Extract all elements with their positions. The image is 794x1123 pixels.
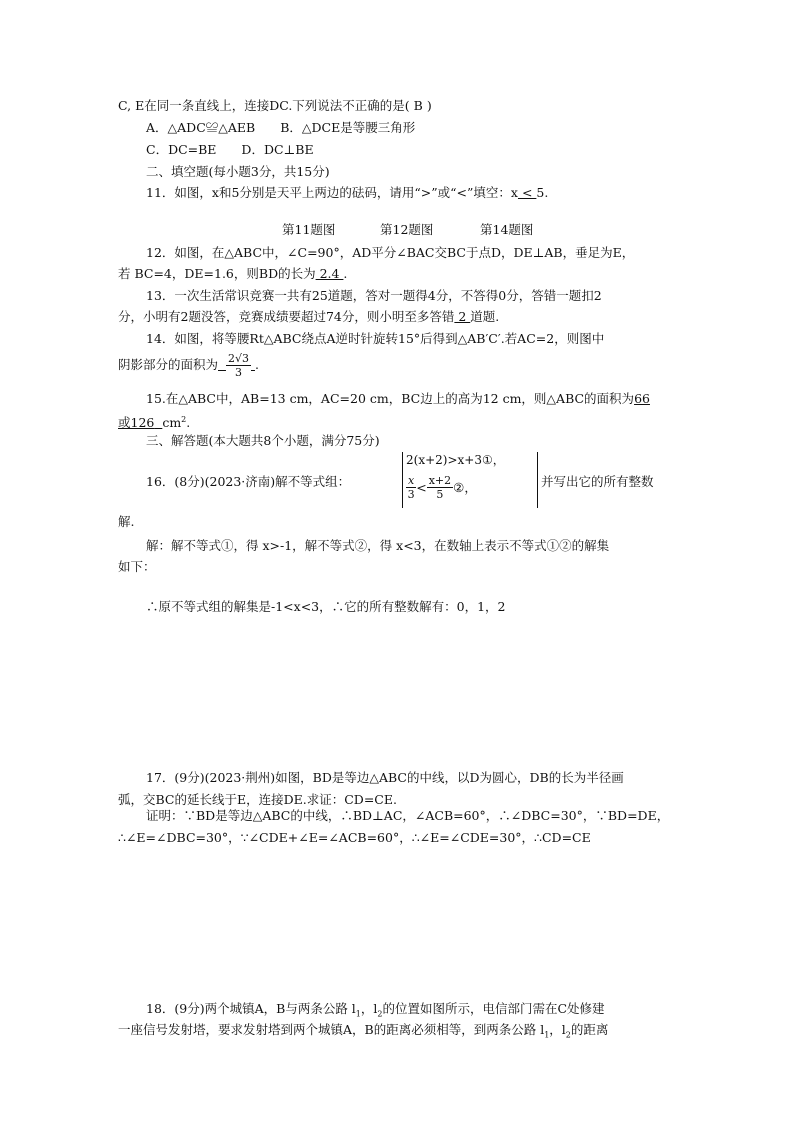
q11-blank: < bbox=[517, 185, 537, 200]
q16-solution2: 如下： bbox=[118, 559, 156, 574]
q18-line1-text: 18．(9分)两个城镇A，B与两条公路 l bbox=[146, 1001, 356, 1016]
section3-heading: 三、解答题(本大题共8个小题，满分75分) bbox=[146, 433, 380, 448]
q18-line2-mid: ，l bbox=[549, 1022, 566, 1037]
q18-l2-sub-2: 2 bbox=[565, 1030, 571, 1040]
q12-line1: 12．如图，在△ABC中，∠C=90°，AD平分∠BAC交BC于点D，DE⊥AB，垂足为E， bbox=[146, 245, 635, 260]
q17-proof1: 证明：∵BD是等边△ABC的中线，∴BD⊥AC，∠ACB=60°，∴∠DBC=30°，∵BD=DE， bbox=[146, 808, 670, 823]
q16-ineq2-left-den: 3 bbox=[407, 488, 415, 501]
q14-answer-fraction bbox=[226, 352, 251, 379]
q16-solution1: 解：解不等式①，得 x>-1，解不等式②，得 x<3，在数轴上表示不等式①②的解集 bbox=[146, 538, 610, 553]
q15-unit: cm bbox=[162, 415, 182, 431]
q14-line2-end: . bbox=[254, 357, 259, 372]
q15-unit-sup: 2 bbox=[181, 415, 187, 424]
q10-options-ab: A．△ADC≌△AEB B．△DCE是等腰三角形 bbox=[146, 120, 416, 135]
q16-ineq2-op: < bbox=[416, 480, 427, 495]
q16-label: 16．(8分)(2023·济南)解不等式组： bbox=[146, 474, 351, 489]
q16-tail2: 解. bbox=[118, 514, 135, 529]
q12-line2 bbox=[118, 266, 347, 282]
figure-caption-14: 第14题图 bbox=[480, 222, 534, 237]
q18-l2-sub: 2 bbox=[377, 1009, 383, 1019]
q16-ineq2-right-den: 5 bbox=[436, 488, 444, 501]
q18-line2 bbox=[118, 1022, 608, 1044]
q18-line1-mid: ，l bbox=[360, 1001, 378, 1016]
q18-line1 bbox=[146, 1001, 605, 1023]
q18-l1-sub-2: 1 bbox=[544, 1030, 550, 1040]
figure-caption-12: 第12题图 bbox=[380, 222, 434, 237]
q13-blank: 2 bbox=[454, 309, 471, 324]
q17-line1: 17．(9分)(2023·荆州)如图，BD是等边△ABC的中线，以D为圆心，DB的长为半径画 bbox=[146, 770, 624, 785]
q18-line1-end: 的位置如图所示，电信部门需在C处修建 bbox=[382, 1001, 605, 1016]
q15-line1-text: 15.在△ABC中，AB=13 cm，AC=20 cm，BC边上的高为12 cm，则△ABC的面积为 bbox=[146, 391, 635, 406]
q13-line2 bbox=[118, 309, 499, 325]
q13-line2-end: 道题. bbox=[470, 309, 500, 324]
section2-heading: 二、填空题(每小题3分，共15分) bbox=[146, 164, 330, 179]
q12-line2-end: . bbox=[343, 266, 348, 281]
q18-l1-sub: 1 bbox=[355, 1009, 361, 1019]
q11-tail: 5. bbox=[536, 185, 549, 200]
q16-ineq2-right-num: x+2 bbox=[428, 474, 452, 487]
q16-ineq2-tail: ②， bbox=[453, 480, 477, 495]
q17-line2: 弧，交BC的延长线于E，连接DE.求证：CD=CE. bbox=[118, 792, 397, 807]
q15-blank2: 或126 bbox=[118, 415, 155, 431]
q16-tail: 并写出它的所有整数 bbox=[541, 474, 654, 489]
q17-proof2: ∴∠E=∠DBC=30°，∵∠CDE+∠E=∠ACB=60°，∴∠E=∠CDE=30°，∴CD=CE bbox=[118, 830, 591, 845]
q14-line2-text: 阴影部分的面积为 bbox=[118, 357, 219, 372]
q10-stem: C, E在同一条直线上，连接DC.下列说法不正确的是( B ) bbox=[118, 98, 432, 113]
q11-text: 11．如图，x和5分别是天平上两边的砝码，请用“>”或“<”填空：x bbox=[146, 185, 518, 200]
q16-ineq2 bbox=[406, 474, 477, 501]
q16-system-right-bar bbox=[537, 452, 538, 508]
q15-line1 bbox=[146, 391, 650, 407]
q16-ineq2-left-num: x bbox=[408, 474, 415, 487]
q10-options-cd: C．DC=BE D．DC⊥BE bbox=[146, 142, 314, 157]
q14-answer-denominator: 3 bbox=[234, 366, 242, 379]
q13-line1: 13．一次生活常识竞赛一共有25道题，答对一题得4分，不答得0分，答错一题扣2 bbox=[146, 288, 602, 303]
q16-solution3: ∴原不等式组的解集是-1<x<3，∴它的所有整数解有：0，1，2 bbox=[146, 599, 506, 614]
q16-ineq2-left bbox=[406, 474, 416, 501]
q15-blank1: 66 bbox=[634, 391, 650, 406]
q12-blank: 2.4 bbox=[315, 266, 344, 281]
figure-caption-11: 第11题图 bbox=[282, 222, 336, 237]
q16-ineq2-right bbox=[427, 474, 453, 501]
q14-line2 bbox=[118, 348, 259, 382]
q14-answer-numerator: 2√3 bbox=[227, 352, 249, 365]
q14-line1: 14．如图，将等腰Rt△ABC绕点A逆时针旋转15°后得到△AB′C′.若AC=2，则图中 bbox=[146, 331, 605, 346]
q18-line2-text: 一座信号发射塔，要求发射塔到两个城镇A，B的距离必须相等，到两条公路 l bbox=[118, 1022, 545, 1037]
q18-line2-end: 的距离 bbox=[570, 1022, 609, 1037]
q12-line2-text: 若 BC=4，DE=1.6，则BD的长为 bbox=[118, 266, 316, 281]
q16-ineq1: 2(x+2)>x+3①， bbox=[406, 453, 505, 467]
q15-end: . bbox=[186, 415, 191, 431]
q11 bbox=[146, 185, 548, 201]
q13-line2-text: 分，小明有2题没答，竞赛成绩要超过74分，则小明至多答错 bbox=[118, 309, 455, 324]
q15-line2 bbox=[118, 412, 190, 431]
q16-system-brace bbox=[402, 452, 403, 508]
